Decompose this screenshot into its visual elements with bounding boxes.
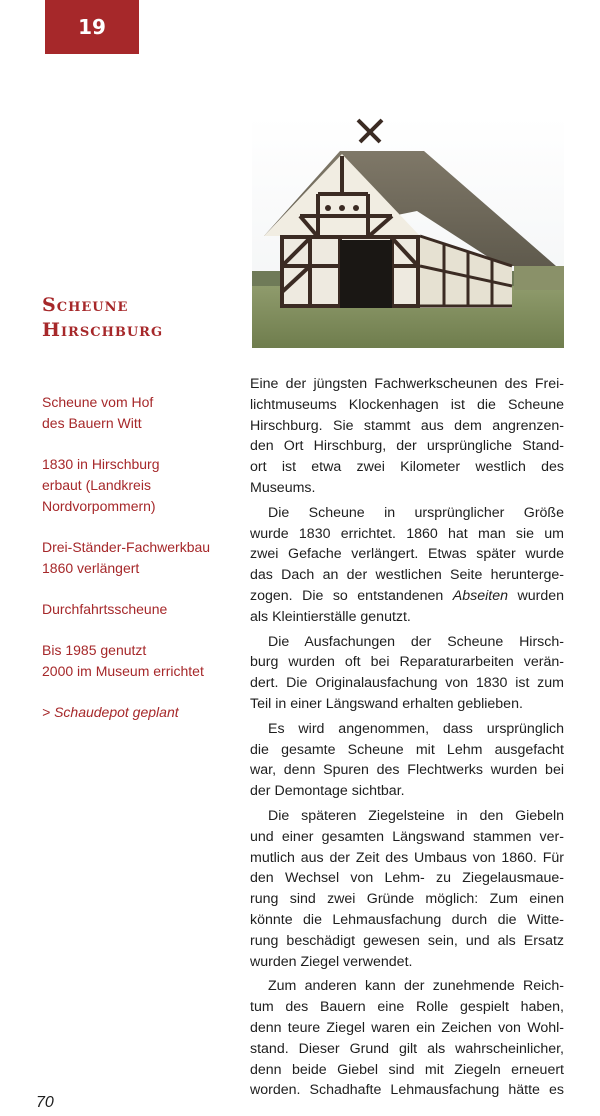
text-line: Die späteren Ziegelsteine in den Giebeln — [268, 807, 564, 824]
text-line: rung sind zwei Gründe möglich: Zum einen — [250, 891, 564, 908]
text-line: die gesamte Scheune mit Lehm ausgefacht — [250, 741, 564, 758]
text-line: war, denn Spuren des Flechtwerks wurden bei — [250, 762, 564, 779]
text-line: den Wechsel von Lehm- zu Ziegelausmaue- — [250, 870, 564, 887]
paragraph-3 — [250, 632, 564, 715]
text-line: Teil in einer Längswand erhalten geblieben. — [250, 695, 523, 712]
fact-type-1: Drei-Ständer-Fachwerkbau — [42, 539, 211, 555]
emphasis-abseiten: Abseiten — [452, 587, 508, 604]
article-body — [250, 374, 564, 1101]
fact-owner-1: Scheune vom Hof — [42, 394, 154, 410]
title-line-2: Hirschburg — [42, 319, 164, 341]
text-line: Die Scheune in ursprünglicher Größe — [268, 504, 564, 521]
fact-owner-2: des Bauern Witt — [42, 415, 142, 431]
fact-kind: Durchfahrtsscheune — [42, 601, 168, 617]
text-line: und einer gesamten Längswand stammen ver- — [250, 828, 564, 845]
text-line: der Demontage sichtbar. — [250, 783, 405, 800]
fact-built-1: 1830 in Hirschburg — [42, 456, 160, 472]
text-line: denn teure Ziegel waren ein Zeichen von Wohl- — [250, 1019, 564, 1036]
text-line: könnte die Lehmausfachung durch die Witte- — [250, 911, 564, 928]
text-line: tum des Bauern eine Rolle gespielt haben, — [250, 999, 564, 1016]
text-fragment: wurden — [507, 587, 564, 604]
text-line: wurden Ziegel verwendet. — [250, 953, 413, 970]
text-line: den Ort Hirschburg, der ursprüngliche Stand- — [250, 438, 564, 455]
text-line: Es wird angenommen, dass ursprünglich — [268, 720, 564, 737]
chapter-number: 19 — [78, 15, 106, 39]
paragraph-5 — [250, 806, 564, 972]
paragraph-6 — [250, 976, 564, 1101]
paragraph-1 — [250, 374, 564, 499]
text-line: Die Ausfachungen der Scheune Hirsch- — [268, 633, 564, 650]
paragraph-4 — [250, 719, 564, 802]
fact-sidebar — [42, 392, 242, 723]
text-line: zwei Gefache verlängert. Etwas später wurde — [250, 546, 564, 563]
text-line: Hirschburg. Sie stammt aus dem angrenzen- — [250, 417, 564, 434]
text-line: als Kleintierställe genutzt. — [250, 608, 411, 625]
text-line: mutlich aus der Zeit des Umbaus von 1860. Für — [250, 849, 564, 866]
chapter-number-badge — [45, 0, 139, 54]
fact-use-2: 2000 im Museum errichtet — [42, 663, 204, 679]
text-line: ort ist etwa zwei Kilometer westlich des — [250, 459, 564, 476]
fact-type-2: 1860 verlängert — [42, 560, 140, 576]
text-line: wurde 1830 errichtet. 1860 hat man sie um — [250, 525, 564, 542]
page-title — [42, 293, 163, 343]
text-line: stand. Dieser Grund gilt als wahrscheinlicher, — [250, 1040, 564, 1057]
paragraph-2 — [250, 503, 564, 628]
text-line: Eine der jüngsten Fachwerkscheunen des Frei- — [250, 376, 564, 392]
text-line — [250, 586, 564, 607]
text-line: worden. Schadhafte Lehmausfachung hätte es — [250, 1082, 564, 1099]
schaudepot-link[interactable]: > Schaudepot geplant — [42, 704, 179, 720]
fact-built-2: erbaut (Landkreis — [42, 477, 151, 493]
fact-built-3: Nordvorpommern) — [42, 498, 156, 514]
page-number: 70 — [36, 1094, 54, 1111]
text-line: Museums. — [250, 479, 316, 496]
text-line: dert. Die Originalausfachung von 1830 ist zum — [250, 675, 564, 692]
text-line: denn beide Giebel sind mit Ziegeln erneuert — [250, 1061, 564, 1078]
text-line: das Dach an der westlichen Seite herunterge- — [250, 567, 564, 584]
text-line: Zum anderen kann der zunehmende Reich- — [268, 978, 564, 995]
barn-photo — [252, 116, 564, 348]
fact-use-1: Bis 1985 genutzt — [42, 642, 147, 658]
text-line: lichtmuseums Klockenhagen ist die Scheune — [250, 396, 564, 413]
text-fragment: zogen. Die so entstandenen — [250, 587, 453, 604]
text-line: burg wurden oft bei Reparaturarbeiten verän- — [250, 654, 564, 671]
title-line-1: Scheune — [42, 294, 129, 316]
text-line: rung beschädigt gewesen sein, und als Ersatz — [250, 932, 564, 949]
